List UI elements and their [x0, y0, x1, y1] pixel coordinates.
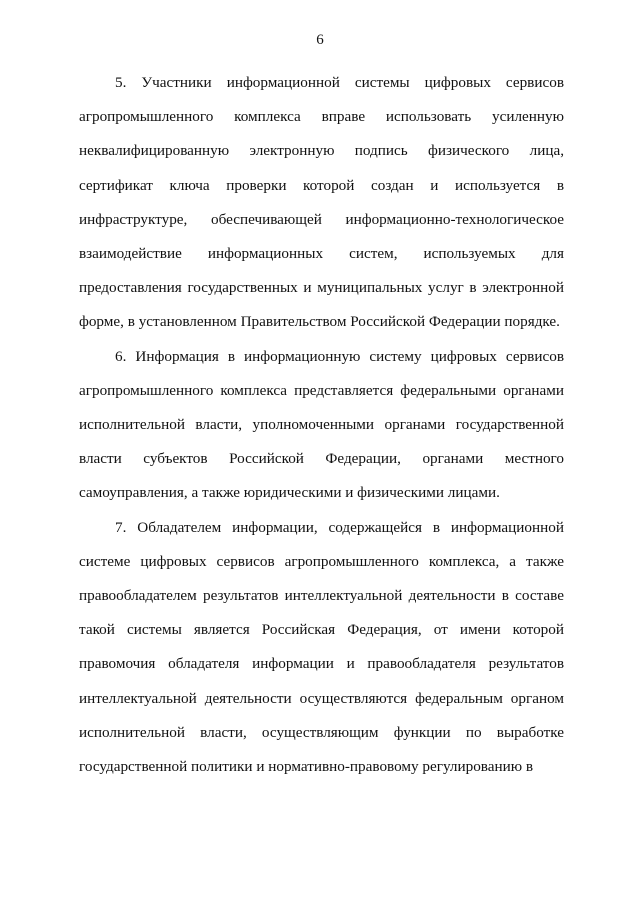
paragraph-6: 6. Информация в информационную систему цифровых сервисов агропромышленного комплекса представляется федеральными органами исполнительной власти, уполномоченными органами государственной власти субъектов Российской Федерации, органами местного самоуправления, а также юридическими и физическими лицами. [79, 347, 564, 502]
paragraph-7: 7. Обладателем информации, содержащейся в информационной системе цифровых сервисов агропромышленного комплекса, а также правообладателем результатов интеллектуальной деятельности в составе такой системы является Российская Федерация, от имени которой правомочия обладателя информации и правообладателя результатов интеллектуальной деятельности осуществляются федеральным органом исполнительной власти, осуществляющим функции по выработке государственной политики и нормативно-правовому регулированию в [79, 518, 564, 776]
paragraph-5: 5. Участники информационной системы цифровых сервисов агропромышленного комплекса вправе использовать усиленную неквалифицированную электронную подпись физического лица, сертификат ключа проверки которой создан и используется в инфраструктуре, обеспечивающей информационно-технологическое взаимодействие информационных систем, используемых для предоставления государственных и муниципальных услуг в электронной форме, в установленном Правительством Российской Федерации порядке. [79, 74, 564, 331]
page-number: 6 [316, 32, 324, 48]
document-body [79, 66, 564, 784]
